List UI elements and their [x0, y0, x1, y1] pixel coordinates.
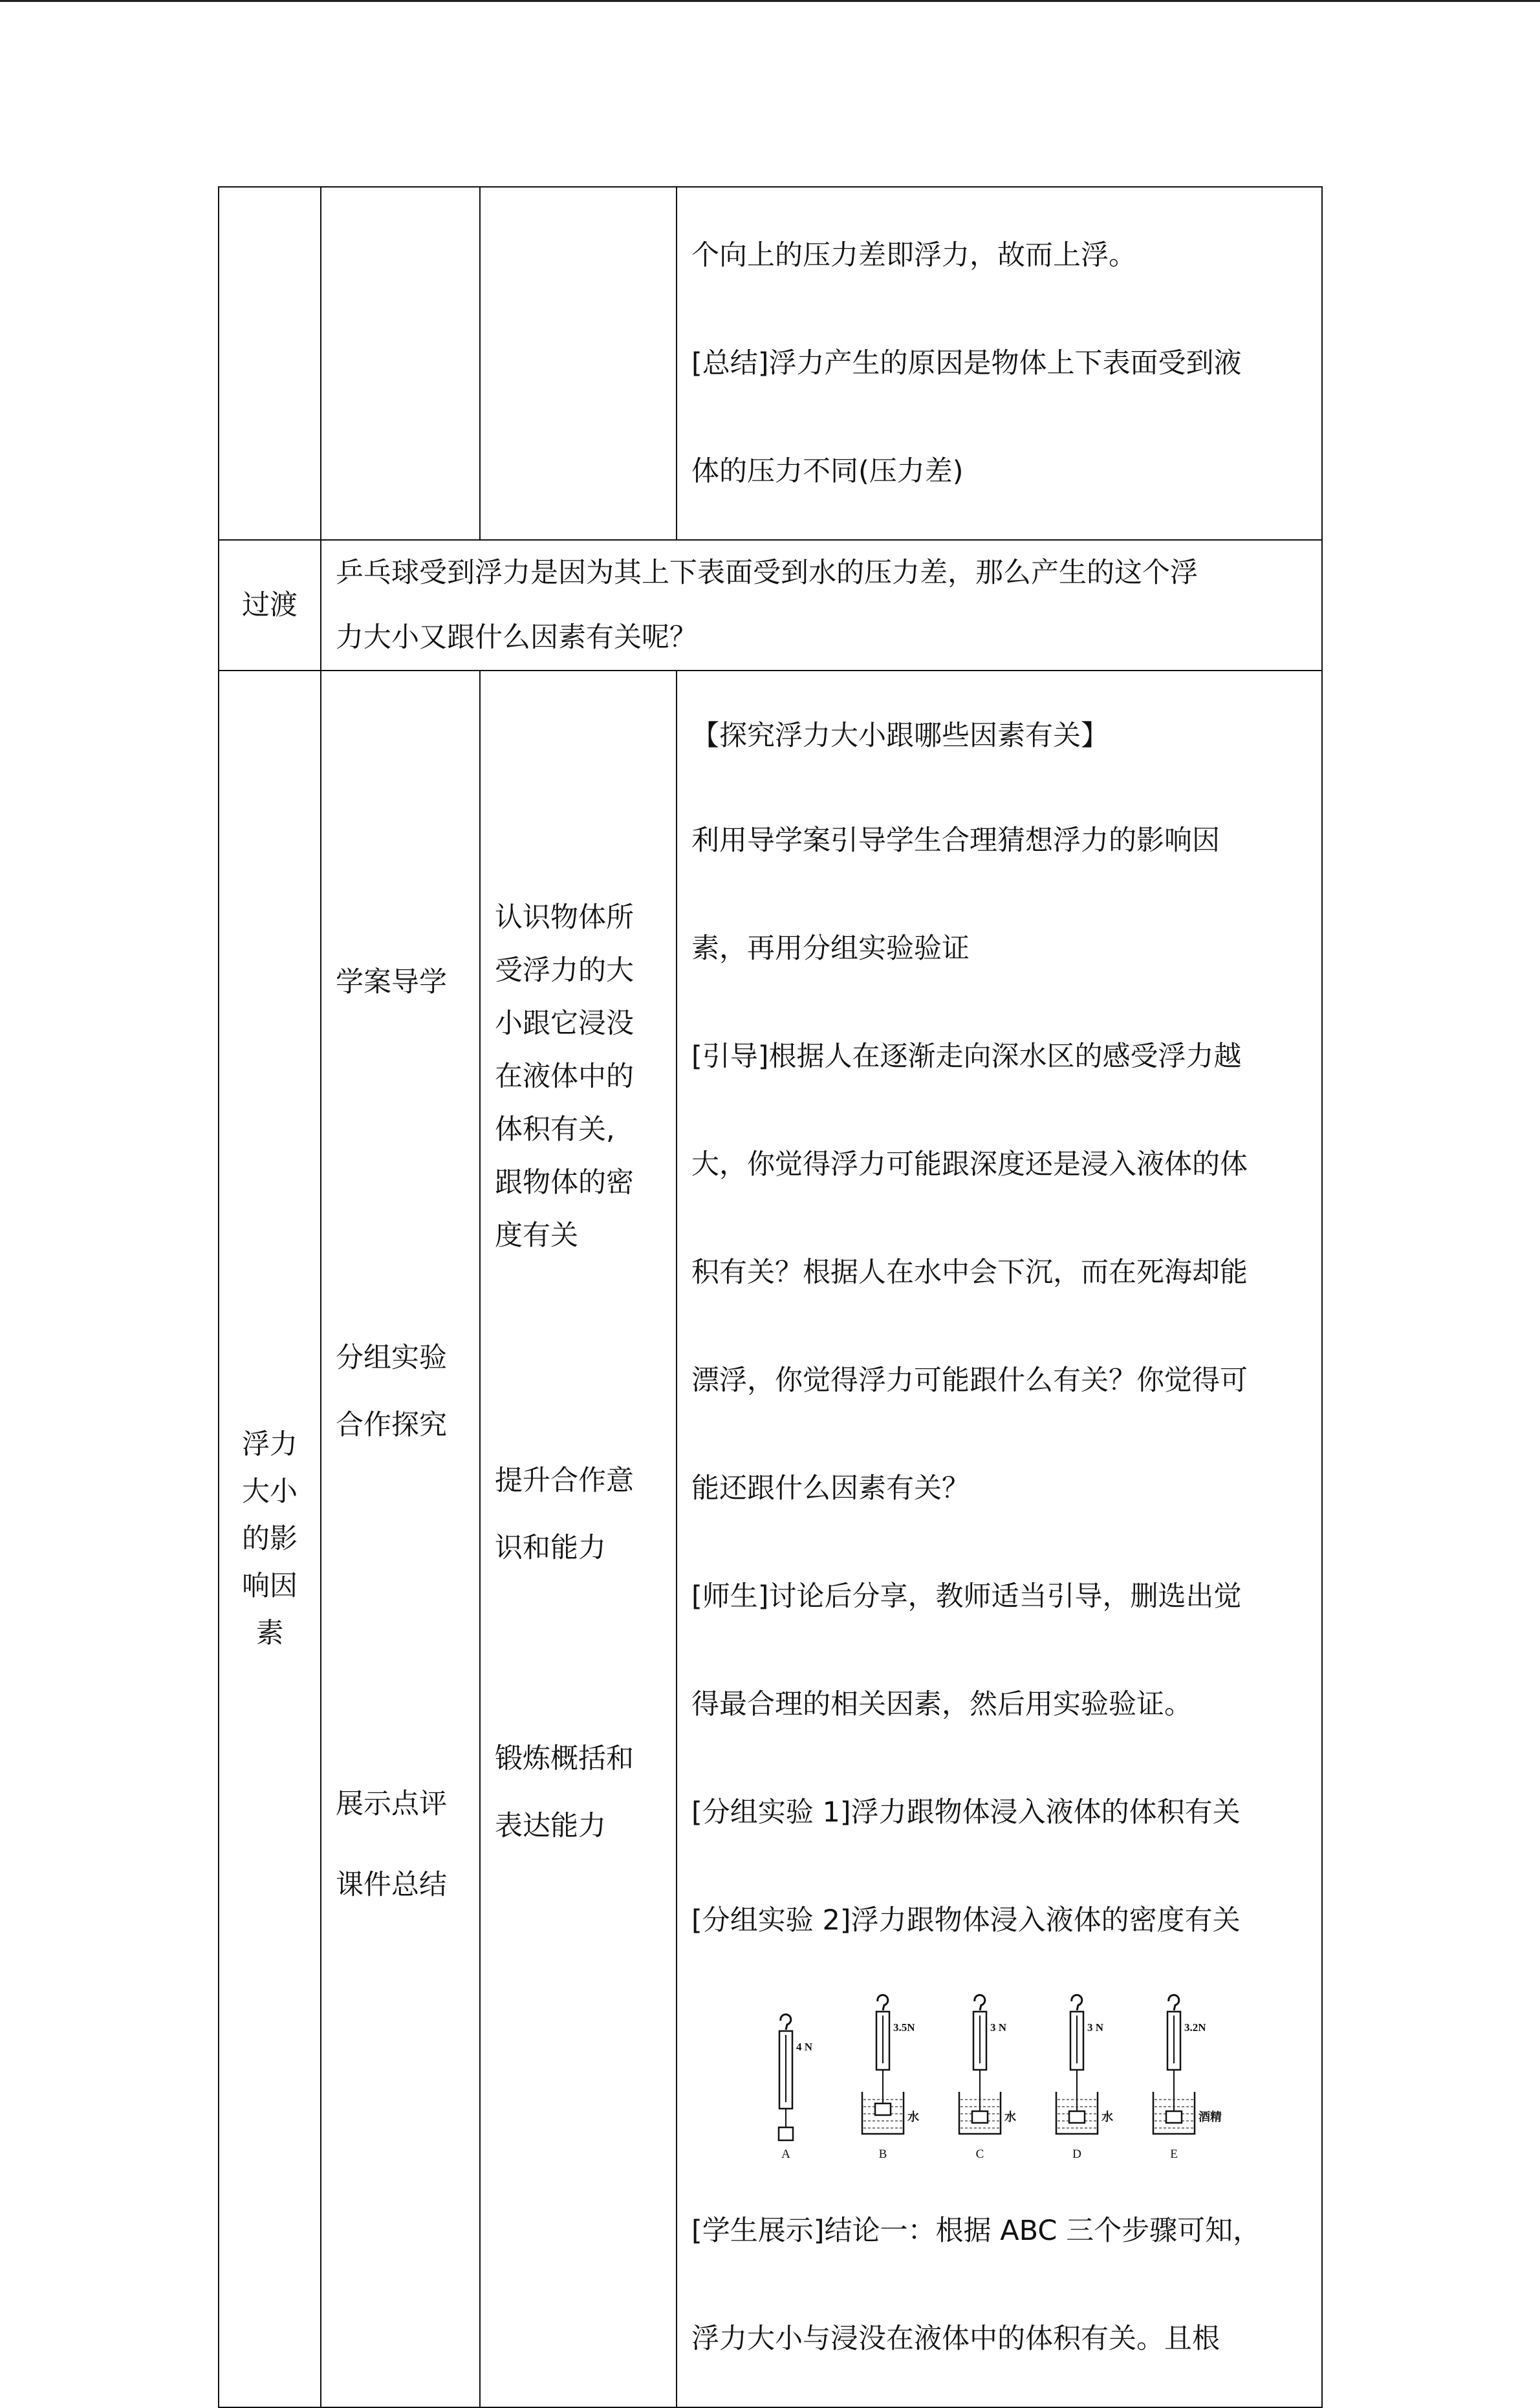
stage-label: 过渡 — [242, 589, 298, 621]
purpose-line: 锻炼概括和 — [495, 1743, 634, 1775]
stage-cell — [219, 187, 321, 540]
content-line: [分组实验 2]浮力跟物体浸入液体的密度有关 — [691, 1904, 1241, 1937]
content-line: 素，再用分组实验验证 — [691, 932, 970, 965]
purpose-cell — [480, 671, 677, 2407]
scale-hook-icon — [878, 1995, 888, 2010]
content-line: 个向上的压力差即浮力，故而上浮。 — [691, 239, 1136, 272]
purpose-line: 度有关 — [495, 1220, 578, 1252]
purpose-line: 体积有关, — [495, 1113, 615, 1146]
purpose-line: 小跟它浸没 — [495, 1007, 634, 1040]
submerged-block — [1069, 2111, 1085, 2123]
lesson-plan-table — [218, 186, 1323, 2408]
content-line: [分组实验 1]浮力跟物体浸入液体的体积有关 — [691, 1796, 1241, 1829]
stage-line: 的影 — [242, 1522, 298, 1555]
panel-label: E — [1170, 2147, 1178, 2161]
content-line: [师生]讨论后分享，教师适当引导，删选出觉 — [691, 1580, 1242, 1613]
liquid-label: 水 — [1004, 2111, 1016, 2124]
content-cell — [677, 187, 1322, 540]
submerged-block — [972, 2111, 988, 2123]
scale-hook-icon — [1072, 1995, 1082, 2010]
submerged-block — [875, 2103, 891, 2115]
hanging-block — [779, 2127, 793, 2140]
scale-hook-icon — [975, 1995, 985, 2010]
scale-hook-icon — [781, 2014, 791, 2030]
panel-label: B — [878, 2147, 887, 2161]
transition-content-cell — [321, 540, 1322, 671]
content-line: 【探究浮力大小跟哪些因素有关】 — [691, 720, 1109, 752]
purpose-line: 跟物体的密 — [495, 1166, 634, 1199]
liquid-label: 酒精 — [1198, 2111, 1222, 2124]
stage-cell — [219, 671, 321, 2407]
purpose-line: 在液体中的 — [495, 1060, 634, 1093]
stage-cell — [219, 540, 321, 671]
content-line: 利用导学案引导学生合理猜想浮力的影响因 — [691, 824, 1220, 857]
purpose-item — [495, 891, 634, 1262]
method-line: 合作探究 — [336, 1409, 447, 1441]
page-top-border — [0, 0, 1540, 2]
scale-reading: 3 N — [990, 2021, 1007, 2034]
method-item — [336, 959, 447, 1005]
purpose-line: 受浮力的大 — [495, 954, 634, 987]
liquid-label: 水 — [907, 2111, 919, 2124]
method-line: 课件总结 — [336, 1869, 447, 1901]
panel-label: D — [1072, 2147, 1081, 2161]
table-row-buoyancy-factors — [219, 671, 1322, 2407]
content-line: 能还跟什么因素有关？ — [691, 1472, 970, 1505]
content-line: 漂浮，你觉得浮力可能跟什么有关？你觉得可 — [691, 1364, 1248, 1397]
scale-reading: 4 N — [796, 2041, 813, 2053]
liquid-label: 水 — [1101, 2111, 1113, 2124]
content-line: [总结]浮力产生的原因是物体上下表面受到液 — [691, 347, 1242, 380]
submerged-block — [1166, 2111, 1182, 2123]
panel-label: A — [781, 2147, 790, 2161]
purpose-line: 表达能力 — [495, 1810, 606, 1842]
purpose-item — [495, 1725, 634, 1860]
scale-reading: 3 N — [1087, 2021, 1104, 2034]
content-line: 力大小又跟什么因素有关呢？ — [336, 621, 697, 654]
stage-line: 素 — [255, 1617, 284, 1650]
content-line: 乒乓球受到浮力是因为其上下表面受到水的压力差，那么产生的这个浮 — [336, 557, 1198, 589]
method-item — [336, 1764, 447, 1926]
stage-line: 响因 — [242, 1569, 298, 1602]
method-line: 展示点评 — [336, 1788, 447, 1820]
content-line: [学生展示]结论一：根据 ABC 三个步骤可知， — [691, 2215, 1261, 2247]
stage-line: 浮力 — [242, 1428, 298, 1461]
spring-scale-experiment-figure — [747, 1988, 1252, 2163]
method-item — [336, 1324, 447, 1459]
method-line: 分组实验 — [336, 1342, 447, 1374]
table-row-transition — [219, 540, 1322, 671]
purpose-line: 认识物体所 — [495, 901, 634, 934]
content-line: 得最合理的相关因素，然后用实验验证。 — [691, 1688, 1192, 1721]
method-line: 学案导学 — [336, 966, 447, 998]
content-line: [引导]根据人在逐渐走向深水区的感受浮力越 — [691, 1040, 1242, 1073]
content-line: 浮力大小与浸没在液体中的体积有关。且根 — [691, 2323, 1220, 2355]
panel-label: C — [975, 2147, 984, 2161]
scale-reading: 3.5N — [893, 2021, 915, 2034]
purpose-cell — [480, 187, 677, 540]
content-line: 大，你觉得浮力可能跟深度还是浸入液体的体 — [691, 1148, 1248, 1181]
method-cell — [321, 187, 480, 540]
content-cell — [677, 671, 1322, 2407]
scale-reading: 3.2N — [1184, 2021, 1206, 2034]
purpose-line: 提升合作意 — [495, 1465, 634, 1497]
purpose-item — [495, 1447, 634, 1582]
purpose-line: 识和能力 — [495, 1532, 606, 1564]
stage-line: 大小 — [242, 1475, 298, 1508]
scale-hook-icon — [1169, 1995, 1179, 2010]
content-line: 体的压力不同(压力差) — [691, 455, 964, 488]
table-row-continuation — [219, 187, 1322, 540]
content-line: 积有关？根据人在水中会下沉，而在死海却能 — [691, 1256, 1248, 1289]
method-cell — [321, 671, 480, 2407]
